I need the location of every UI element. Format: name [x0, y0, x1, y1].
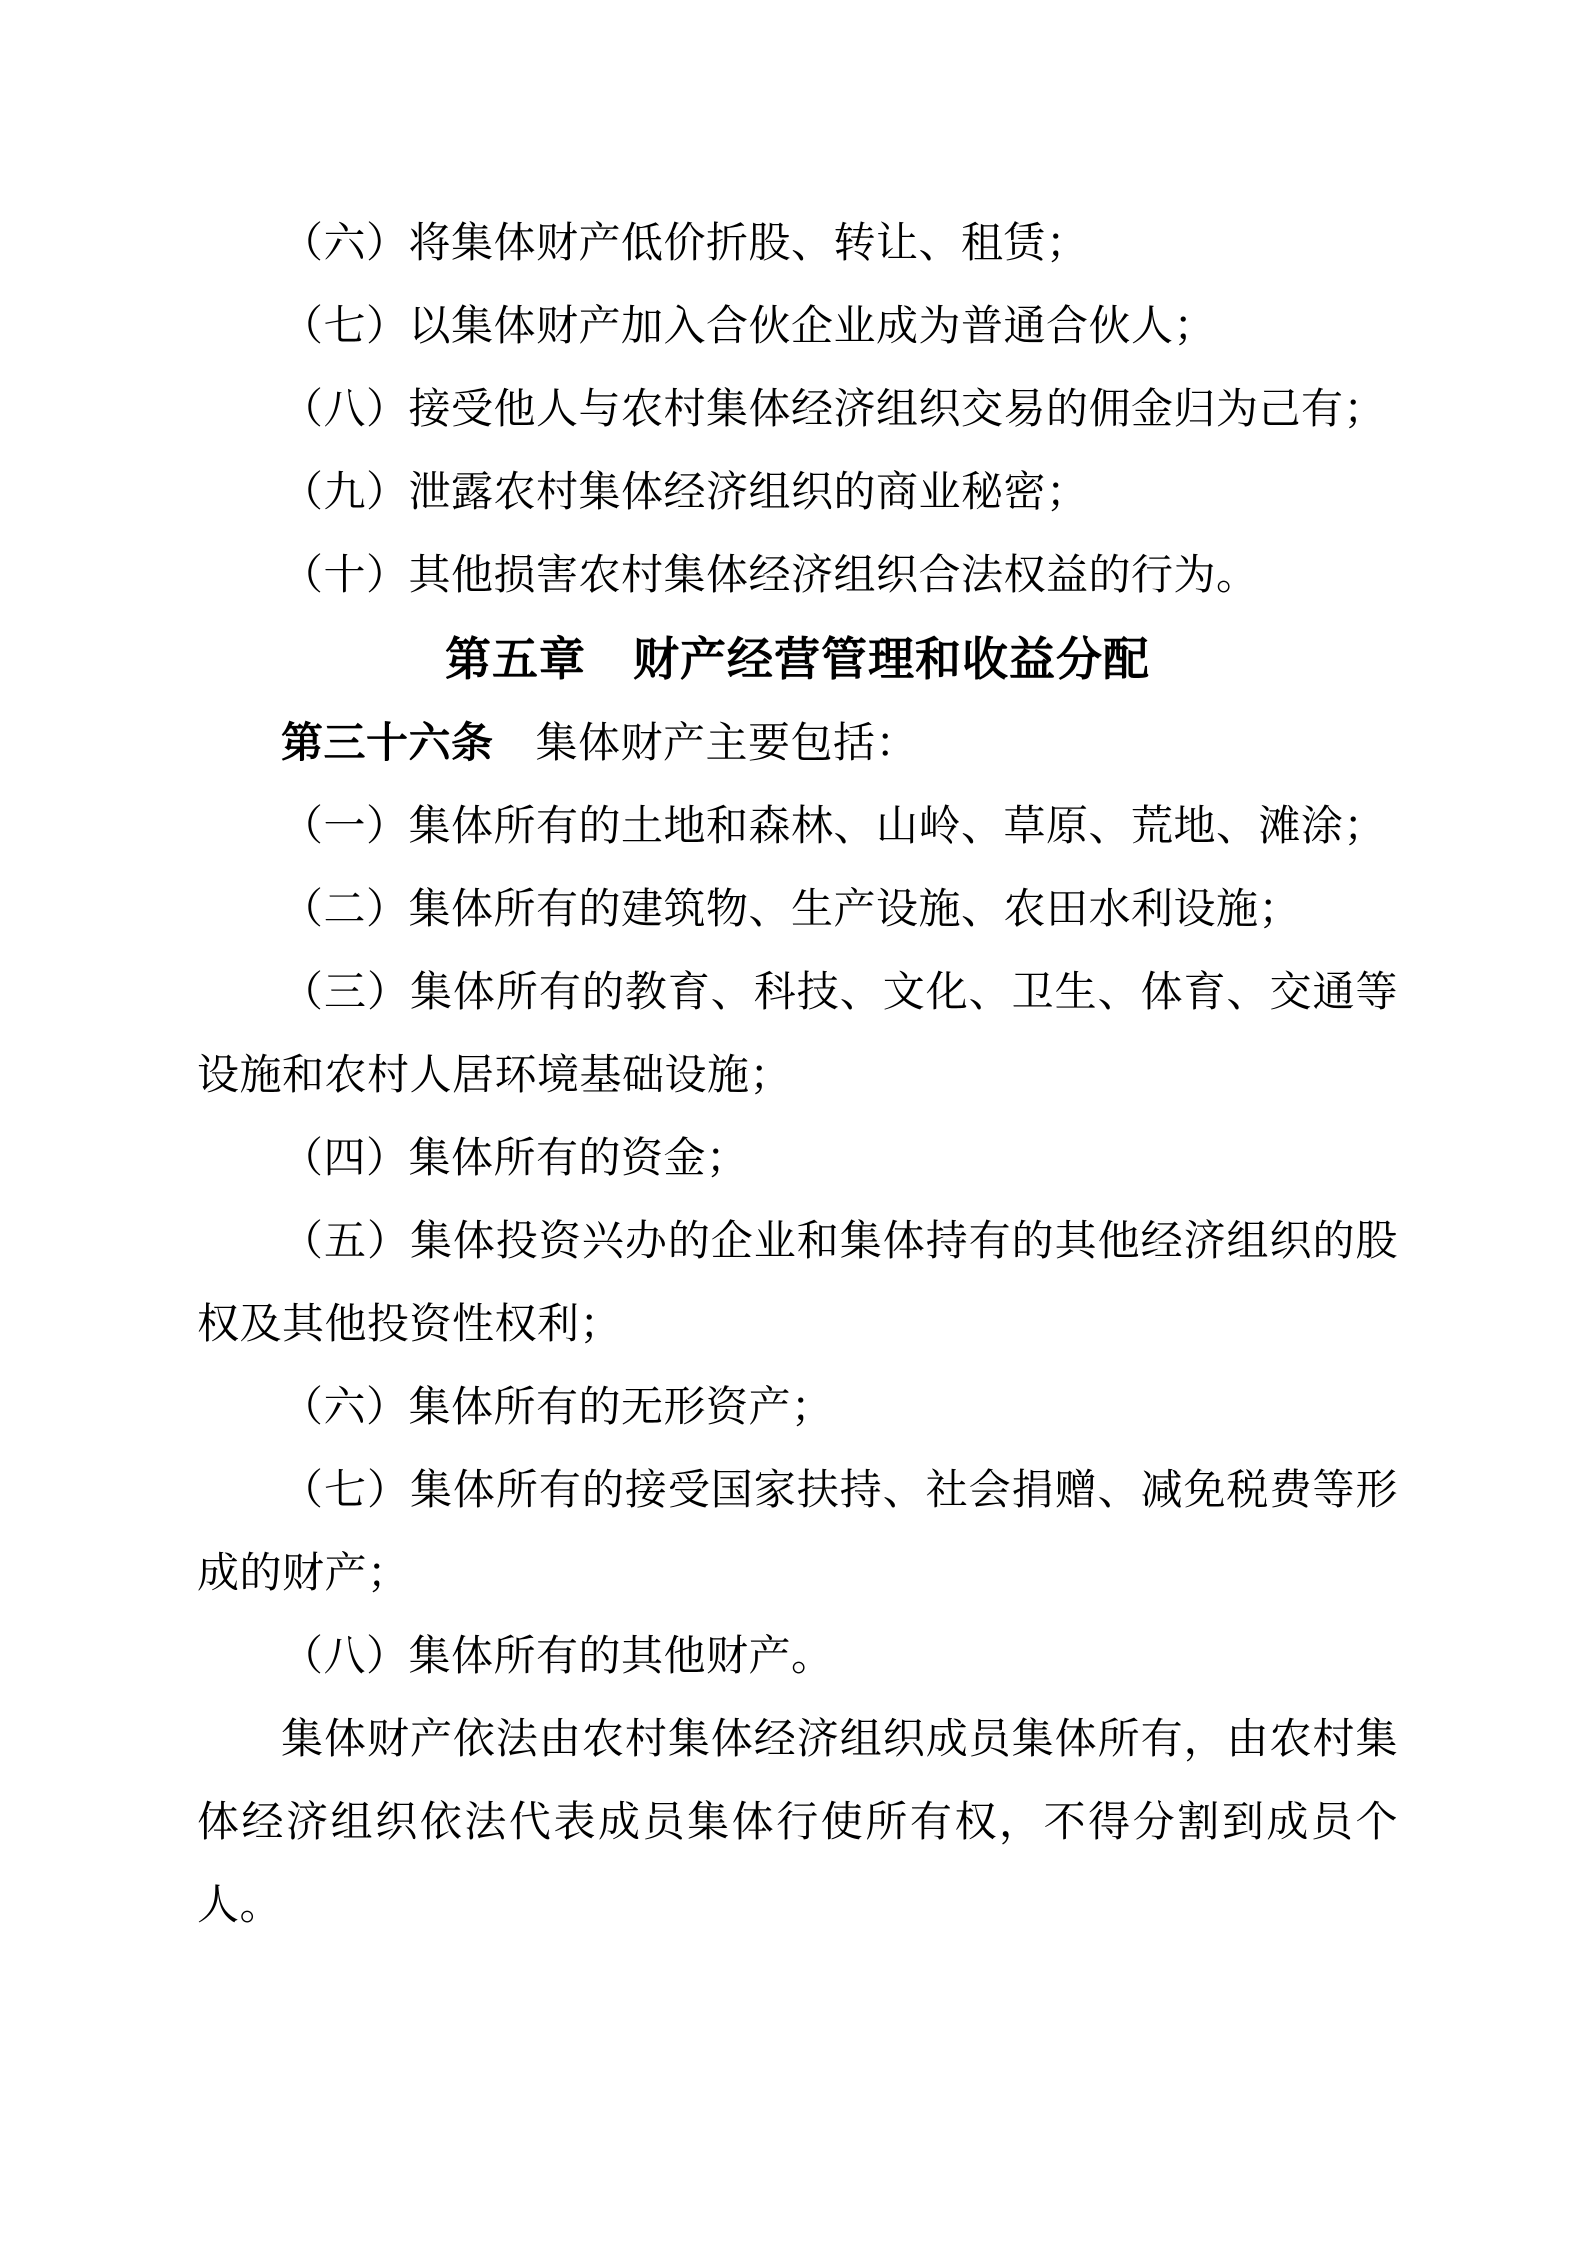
list-item-10: （十）其他损害农村集体经济组织合法权益的行为。 [281, 553, 1259, 599]
list-item-8: （八）接受他人与农村集体经济组织交易的佣金归为己有； [281, 387, 1387, 433]
list-item-4: （四）集体所有的资金； [281, 1136, 749, 1182]
list-item-9: （九）泄露农村集体经济组织的商业秘密； [281, 470, 1089, 516]
list-item-3: （三）集体所有的教育、科技、文化、卫生、体育、交通等设施和农村人居环境基础设施； [197, 970, 1398, 1099]
list-item-6: （六）将集体财产低价折股、转让、租赁； [281, 221, 1089, 267]
list-item-6b: （六）集体所有的无形资产； [281, 1385, 834, 1431]
list-item-5: （五）集体投资兴办的企业和集体持有的其他经济组织的股权及其他投资性权利； [197, 1219, 1398, 1348]
article-number-label: 第三十六条 [281, 719, 494, 766]
article-36-paragraph [197, 701, 1398, 786]
list-item-2: （二）集体所有的建筑物、生产设施、农田水利设施； [281, 887, 1302, 933]
chapter-heading: 第五章 财产经营管理和收益分配 [445, 633, 1150, 685]
list-item-7: （七）以集体财产加入合伙企业成为普通合伙人； [281, 304, 1217, 350]
article-intro-text: 集体财产主要包括： [535, 721, 919, 767]
closing-paragraph: 集体财产依法由农村集体经济组织成员集体所有，由农村集体经济组织依法代表成员集体行使所有权，不得分割到成员个人。 [197, 1717, 1398, 1929]
list-item-1: （一）集体所有的土地和森林、山岭、草原、荒地、滩涂； [281, 804, 1387, 850]
list-item-8b: （八）集体所有的其他财产。 [281, 1634, 834, 1680]
list-item-7b: （七）集体所有的接受国家扶持、社会捐赠、减免税费等形成的财产； [197, 1468, 1398, 1597]
